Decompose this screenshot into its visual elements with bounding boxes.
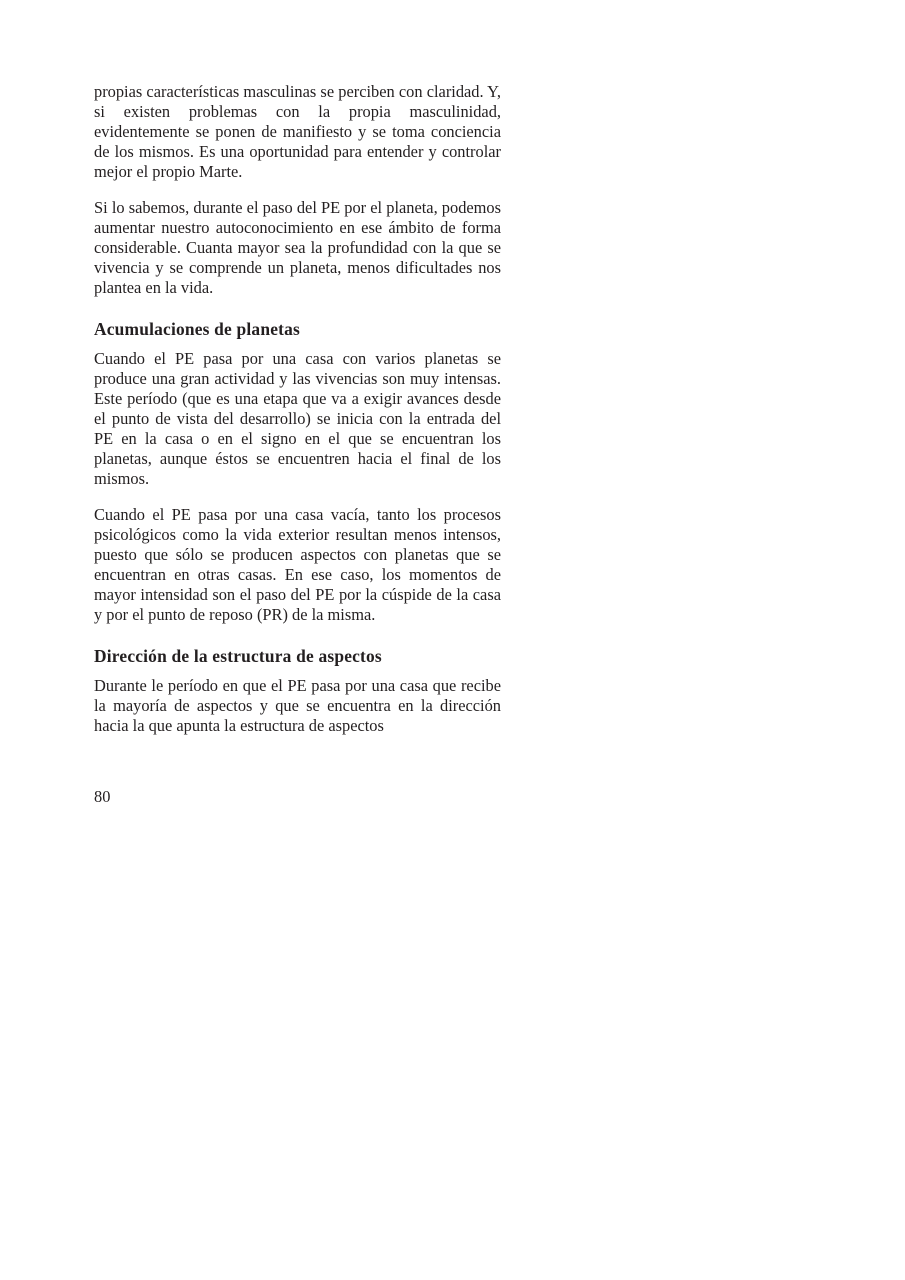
- section-heading-planet-accumulations: Acumulaciones de planetas: [94, 319, 300, 339]
- paragraph-masculinity: propias características masculinas se perciben con claridad. Y, si existen problemas con la propia masculinidad, evidentemente se ponen de manifiesto y se toma conciencia de los mismos. Es una oportunidad para entender y controlar mejor el propio Marte.: [94, 82, 501, 181]
- section-heading-aspect-structure-direction: Dirección de la estructura de aspectos: [94, 646, 382, 666]
- body-text-column: [94, 82, 501, 736]
- paragraph-empty-house: Cuando el PE pasa por una casa vacía, tanto los procesos psicológicos como la vida exterior resultan menos intensos, puesto que sólo se producen aspectos con planetas que se encuentran en otras casas. En ese caso, los momentos de mayor intensidad son el paso del PE por la cúspide de la casa y por el punto de reposo (PR) de la misma.: [94, 505, 501, 624]
- page-number: 80: [94, 787, 111, 806]
- paragraph-aspect-direction: Durante le período en que el PE pasa por una casa que recibe la mayoría de aspectos y que se encuentra en la dirección hacia la que apunta la estructura de aspectos: [94, 676, 501, 735]
- paragraph-occupied-house: Cuando el PE pasa por una casa con varios planetas se produce una gran actividad y las vivencias son muy intensas. Este período (que es una etapa que va a exigir avances desde el punto de vista del desarrollo) se inicia con la entrada del PE en la casa o en el signo en el que se encuentran los planetas, aunque éstos se encuentren hacia el final de los mismos.: [94, 349, 501, 488]
- paragraph-self-knowledge: Si lo sabemos, durante el paso del PE por el planeta, podemos aumentar nuestro autoconocimiento en ese ámbito de forma considerable. Cuanta mayor sea la profundidad con la que se vivencia y se comprende un planeta, menos dificultades nos plantea en la vida.: [94, 198, 501, 297]
